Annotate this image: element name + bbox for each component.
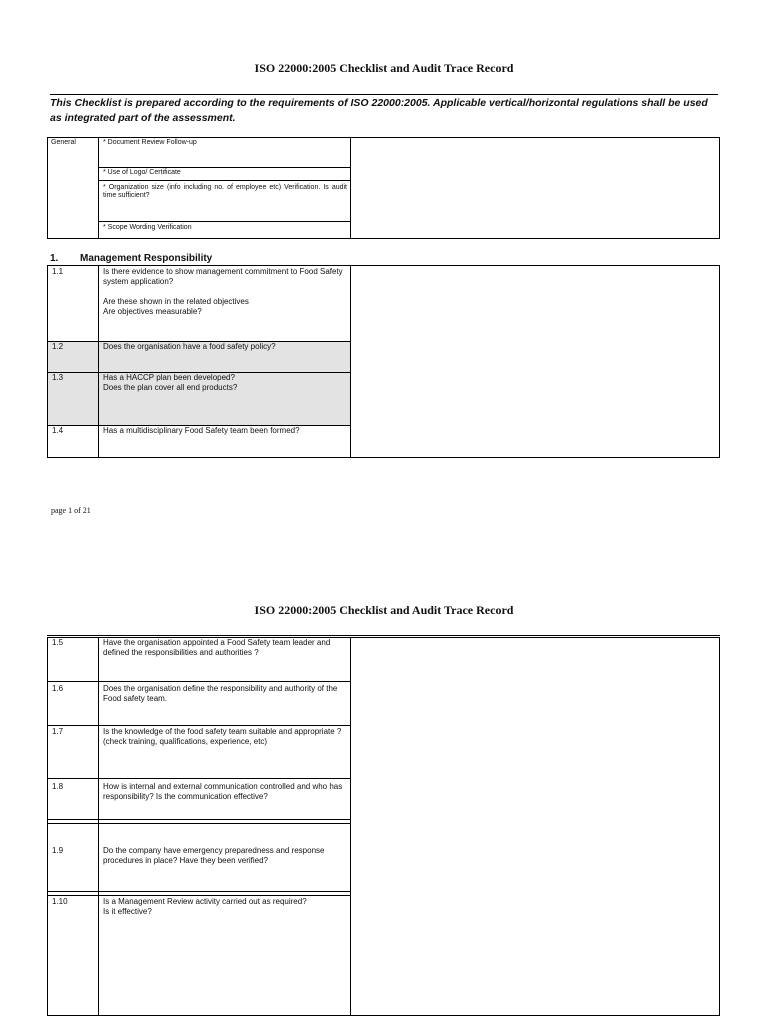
checklist-question: Is there evidence to show management commitment to Food Safety system application? Are these shown in the related objectives Are objectives measurable? [103, 267, 343, 316]
general-item: * Scope Wording Verification [103, 224, 192, 231]
row-number: 1.4 [52, 426, 64, 435]
row-number: 1.7 [52, 727, 64, 736]
row-number: 1.2 [52, 342, 64, 351]
row-number: 1.10 [52, 897, 68, 906]
checklist-question: Have the organisation appointed a Food Safety team leader and defined the responsibilities and authorities ? [103, 638, 331, 657]
row-number: 1.6 [52, 684, 64, 693]
section-title: Management Responsibility [80, 253, 213, 264]
page-number: page 1 of 21 [51, 506, 91, 515]
general-label: General [51, 139, 76, 146]
section-number: 1. [50, 253, 59, 264]
row-number: 1.8 [52, 782, 64, 791]
page-title: ISO 22000:2005 Checklist and Audit Trace Record [254, 603, 514, 617]
general-item: * Use of Logo/ Certificate [103, 169, 181, 176]
checklist-intro: This Checklist is prepared according to the requirements of ISO 22000:2005. Applicable vertical/horizontal regulations shall be used as integrated part of the assessment. [50, 94, 718, 126]
checklist-question: Is a Management Review activity carried out as required? Is it effective? [103, 897, 307, 916]
checklist-question: Does the organisation define the responsibility and authority of the Food safety team. [103, 684, 338, 703]
checklist-question: Does the organisation have a food safety policy? [103, 342, 276, 351]
general-item: * Organization size (info including no. of employee etc) Verification. Is audit time sufficient? [103, 184, 347, 199]
general-item: * Document Review Follow-up [103, 139, 197, 146]
checklist-question: Is the knowledge of the food safety team suitable and appropriate ? (check training, qualifications, experience, etc) [103, 727, 342, 746]
section-heading [50, 253, 212, 264]
row-number: 1.1 [52, 267, 64, 276]
page-title: ISO 22000:2005 Checklist and Audit Trace Record [254, 61, 514, 75]
checklist-question: Has a HACCP plan been developed? Does the plan cover all end products? [103, 373, 238, 392]
checklist-question: Do the company have emergency preparedness and response procedures in place? Have they been verified? [103, 846, 325, 865]
row-number: 1.5 [52, 638, 64, 647]
checklist-question: How is internal and external communication controlled and who has responsibility? Is the communication effective? [103, 782, 343, 801]
row-number: 1.3 [52, 373, 64, 382]
row-number: 1.9 [52, 846, 64, 855]
checklist-question: Has a multidisciplinary Food Safety team been formed? [103, 426, 300, 435]
